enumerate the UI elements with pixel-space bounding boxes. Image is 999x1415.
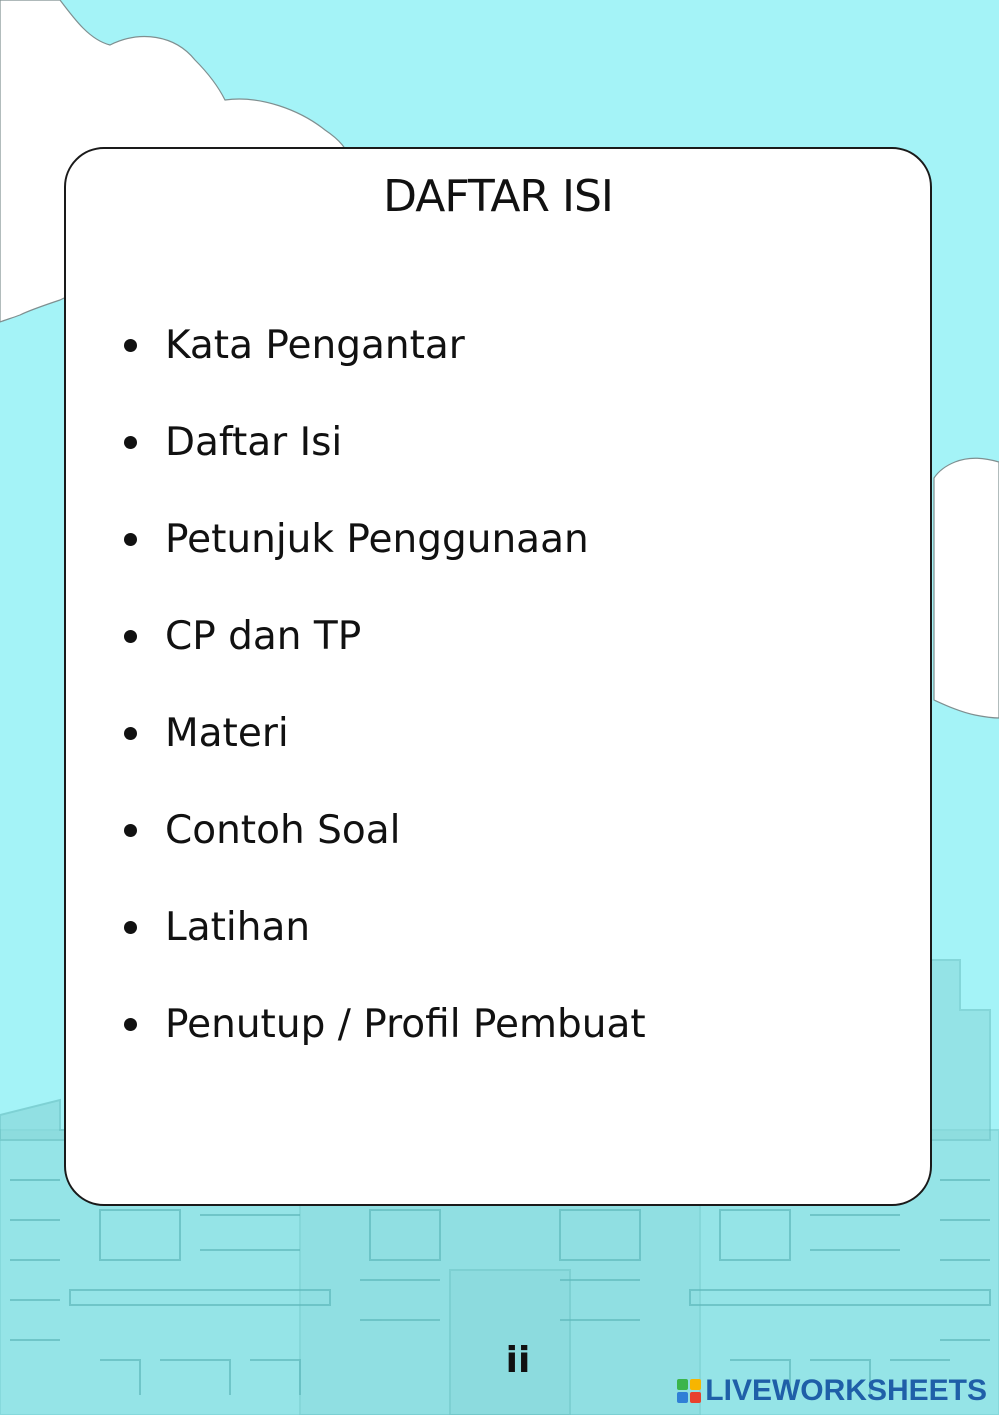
toc-item — [116, 976, 646, 1073]
page-title: DAFTAR ISI — [383, 171, 613, 222]
bullet-icon — [124, 727, 137, 740]
toc-item-label: Contoh Soal — [165, 808, 401, 853]
toc-item — [116, 879, 646, 976]
toc-item — [116, 782, 646, 879]
liveworksheets-logo-icon — [677, 1379, 701, 1403]
toc-item — [116, 588, 646, 685]
bullet-icon — [124, 339, 137, 352]
toc-item-label: CP dan TP — [165, 614, 362, 659]
page-number: ii — [505, 1340, 531, 1381]
toc-item-label: Materi — [165, 711, 289, 756]
toc-card — [64, 147, 932, 1206]
bullet-icon — [124, 824, 137, 837]
bullet-icon — [124, 533, 137, 546]
toc-item-label: Daftar Isi — [165, 420, 343, 465]
bullet-icon — [124, 630, 137, 643]
bullet-icon — [124, 436, 137, 449]
bullet-icon — [124, 921, 137, 934]
toc-item — [116, 685, 646, 782]
bullet-icon — [124, 1018, 137, 1031]
toc-item-label: Penutup / Profil Pembuat — [165, 1002, 646, 1047]
cloud-right — [934, 458, 999, 718]
toc-item — [116, 491, 646, 588]
toc-item — [116, 394, 646, 491]
liveworksheets-watermark — [677, 1374, 987, 1408]
toc-item-label: Kata Pengantar — [165, 323, 465, 368]
toc-item-label: Latihan — [165, 905, 311, 950]
toc-item-label: Petunjuk Penggunaan — [165, 517, 589, 562]
toc-list — [116, 297, 646, 1073]
watermark-text: LIVEWORKSHEETS — [705, 1374, 987, 1407]
toc-item — [116, 297, 646, 394]
